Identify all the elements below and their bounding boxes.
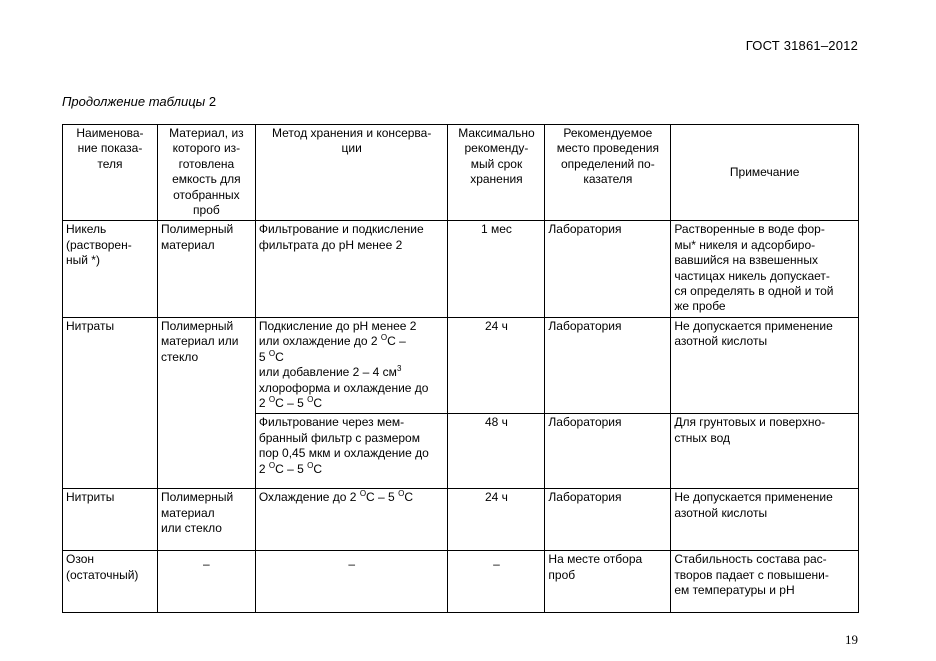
page-number: 19: [845, 632, 858, 647]
col-header-material: Материал, из которого из- готовлена емкость для отобранных проб: [157, 125, 255, 221]
cell-place: Лаборатория: [545, 414, 671, 489]
cell-time: –: [448, 551, 545, 613]
cell-material: Полимерный материал: [157, 221, 255, 317]
cell-method: Охлаждение до 2 $^O$C – 5 $^O$C: [255, 489, 448, 551]
cell-method: Фильтрование и подкисление фильтрата до pH менее 2: [255, 221, 448, 317]
table-row: [63, 221, 859, 317]
table-header-row: [63, 125, 859, 221]
table-row: [63, 317, 859, 413]
cell-place: Лаборатория: [545, 221, 671, 317]
col-header-time: Максимально рекоменду- мый срок хранения: [448, 125, 545, 221]
cell-note: Растворенные в воде фор- мы* никеля и адсорбиро- вавшийся на взвешенных частицах никель допускает- ся определять в одной и той же пробе: [671, 221, 859, 317]
cell-material: Полимерный материал или стекло: [157, 317, 255, 488]
cell-method: –: [255, 551, 448, 613]
storage-table: [62, 124, 859, 613]
cell-method: Подкисление до pH менее 2 или охлаждение до 2 $^O$C – 5 $^O$C или добавление 2 – 4 $см^3$ хлороформа и охлаждение до 2 $^O$C – 5 $^O$C: [255, 317, 448, 413]
cell-time: 48 ч: [448, 414, 545, 489]
cell-note: Не допускается применение азотной кислоты: [671, 489, 859, 551]
standard-code: ГОСТ 31861–2012: [745, 38, 858, 53]
cell-time: 1 мес: [448, 221, 545, 317]
cell-indicator: Нитраты: [63, 317, 158, 488]
cell-indicator: Нитриты: [63, 489, 158, 551]
table-row: [63, 551, 859, 613]
col-header-indicator: Наименова- ние показа- теля: [63, 125, 158, 221]
cell-place: Лаборатория: [545, 489, 671, 551]
cell-note: Не допускается применение азотной кислоты: [671, 317, 859, 413]
table-row: [63, 489, 859, 551]
col-header-note: Примечание: [671, 125, 859, 221]
col-header-method: Метод хранения и консерва- ции: [255, 125, 448, 221]
cell-note: Для грунтовых и поверхно- стных вод: [671, 414, 859, 489]
cell-time: 24 ч: [448, 317, 545, 413]
caption-number: 2: [208, 94, 217, 109]
cell-indicator: Никель (растворен- ный *): [63, 221, 158, 317]
cell-indicator: Озон (остаточный): [63, 551, 158, 613]
cell-method: Фильтрование через мем- бранный фильтр с размером пор 0,45 мкм и охлаждение до 2 $^O$C – 5 $^O$C: [255, 414, 448, 489]
cell-material: –: [157, 551, 255, 613]
cell-material: Полимерный материал или стекло: [157, 489, 255, 551]
table-caption: [62, 94, 216, 109]
cell-place: Лаборатория: [545, 317, 671, 413]
cell-note: Стабильность состава рас- творов падает с повышени- ем температуры и pH: [671, 551, 859, 613]
cell-time: 24 ч: [448, 489, 545, 551]
col-header-place: Рекомендуемое место проведения определений по- казателя: [545, 125, 671, 221]
caption-text: Продолжение таблицы: [62, 94, 206, 109]
cell-place: На месте отбора проб: [545, 551, 671, 613]
